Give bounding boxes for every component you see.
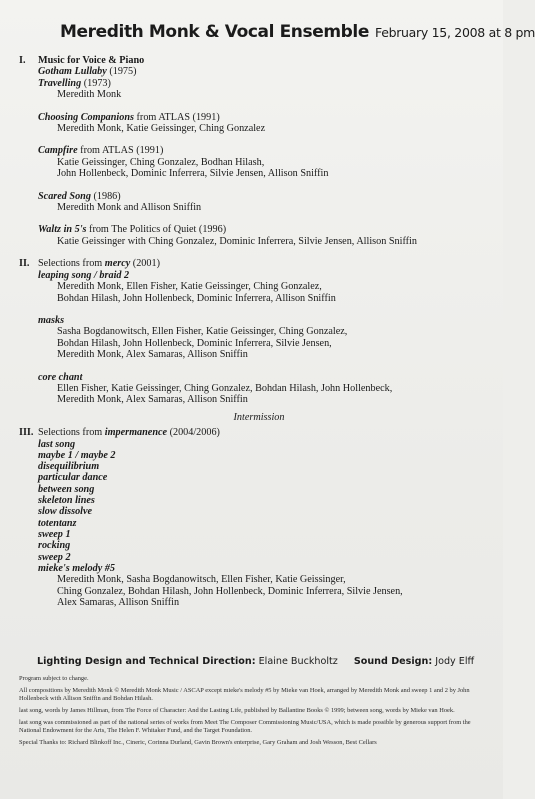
section-mercy: II. Selections from mercy (2001) leaping song / braid 2 Meredith Monk, Ellen Fisher, Katie Geissinger, Ching Gonzalez, Bohdan Hilash, John Hollenbeck, Dominic Inferrera, Allison Sniffin masks Sasha Bogdanowitsch, Ellen Fisher, Katie Geissinger, Ching Gonzalez, Bohdan Hilash, John Hollenbeck, Dominic Inferrera, Silvie Jensen, Meredith Monk, Alex Samaras, Allison Sniffin core chant Ellen Fisher, Katie Geissinger, Ching Gonzalez, Bohdan Hilash, John Hollenbeck, Meredith Monk, Alex Samaras, Allison Sniffin xyxy=(19,258,499,405)
song-title: disequilibrium xyxy=(38,461,100,473)
performers-line: Meredith Monk, Katie Geissinger, Ching Gonzalez xyxy=(57,123,266,135)
section-impermanence: III. Selections from impermanence (2004/2006) last song maybe 1 / maybe 2 disequilibrium particular dance between song skeleton lines slow dissolve totentanz sweep 1 rocking sweep 2 mieke's melody #5 Meredith Monk, Sasha Bogdanowitsch, Ellen Fisher, Katie Geissinger, Ching Gonzalez, Bohdan Hilash, John Hollenbeck, Dominic Inferrera, Silvie Jensen, Alex Samaras, Allison Sniffin xyxy=(19,427,499,608)
performers-line: Ellen Fisher, Katie Geissinger, Ching Gonzalez, Bohdan Hilash, John Hollenbeck, xyxy=(57,382,393,394)
piece-title: Waltz in 5's from The Politics of Quiet (1996) xyxy=(38,224,227,236)
piece-title: Campfire from ATLAS (1991) xyxy=(38,145,164,157)
performers-line: Meredith Monk xyxy=(57,89,122,101)
performers-line: Meredith Monk, Alex Samaras, Allison Sniffin xyxy=(57,349,248,361)
note-commission: last song was commissioned as part of the national series of works from Meet The Composer Commissioning Music/USA, which is made possible by generous support from the National Endowment for the Arts, The Helen F. Whitaker Fund, and the Target Foundation. xyxy=(19,719,471,734)
piece-title: masks xyxy=(38,314,65,326)
sound-name: Jody Elff xyxy=(435,656,475,667)
song-title: between song xyxy=(38,483,95,495)
performers-line: Bohdan Hilash, John Hollenbeck, Dominic Inferrera, Silvie Jensen, xyxy=(57,337,332,349)
song-title: rocking xyxy=(38,540,71,552)
performers-line: Meredith Monk, Alex Samaras, Allison Sniffin xyxy=(57,394,248,406)
piece-title: Scared Song (1986) xyxy=(38,190,121,202)
section-music-for-voice-piano xyxy=(19,55,499,258)
design-credits xyxy=(37,656,497,667)
section-numeral: II. xyxy=(19,258,30,270)
note-subject-to-change: Program subject to change. xyxy=(19,675,89,682)
section-heading: Music for Voice & Piano xyxy=(38,55,145,66)
performers-line: John Hollenbeck, Dominic Inferrera, Silvie Jensen, Allison Sniffin xyxy=(57,168,329,180)
song-title: last song xyxy=(38,438,76,450)
program-listing xyxy=(19,55,499,608)
song-list xyxy=(19,439,499,575)
section-heading: impermanence xyxy=(104,427,168,439)
program-title: Meredith Monk & Vocal Ensemble xyxy=(60,22,369,42)
note-thanks: Special Thanks to: Richard Blinkoff Inc., Cineric, Corinna Durland, Gavin Brown's enterprise, Gary Graham and Josh Wesson, Best Cellars xyxy=(19,739,377,746)
program-notes xyxy=(19,675,489,751)
song-title: particular dance xyxy=(38,472,108,484)
song-title: sweep 2 xyxy=(38,551,71,563)
performers-line: Meredith Monk, Ellen Fisher, Katie Geissinger, Ching Gonzalez, xyxy=(57,281,322,293)
song-title: sweep 1 xyxy=(38,528,71,540)
intermission-label: Intermission xyxy=(233,411,285,423)
lighting-name: Elaine Buckholtz xyxy=(258,656,338,667)
piece-title: Gotham Lullaby (1975) xyxy=(38,66,137,78)
performers-line: Alex Samaras, Allison Sniffin xyxy=(57,596,180,608)
performers-line: Bohdan Hilash, John Hollenbeck, Dominic Inferrera, Allison Sniffin xyxy=(57,292,336,304)
note-compositions: All compositions by Meredith Monk © Meredith Monk Music / ASCAP except mieke's melody #5 by Mieke van Hoek, arranged by Meredith Monk and sweep 1 and 2 by John Hollenbeck with Allison Sniffin and Bohdan Hilash. xyxy=(19,687,470,702)
program-date: February 15, 2008 at 8 pm xyxy=(374,25,535,40)
song-title: totentanz xyxy=(38,517,77,529)
song-title: skeleton lines xyxy=(38,495,95,507)
song-title: mieke's melody #5 xyxy=(38,562,115,574)
performers-line: Katie Geissinger with Ching Gonzalez, Dominic Inferrera, Silvie Jensen, Allison Sniffin xyxy=(57,235,417,247)
piece-title: Travelling (1973) xyxy=(38,77,111,89)
program-header xyxy=(60,22,535,42)
section-numeral: I. xyxy=(19,55,26,66)
note-last-song: last song, words by James Hillman, from The Force of Character: And the Lasting Life, published by Ballantine Books © 1999; between song, words by Mieke van Hoek. xyxy=(19,707,455,714)
section-heading: mercy xyxy=(104,258,131,270)
piece-title: Choosing Companions from ATLAS (1991) xyxy=(38,111,220,123)
performers-line: Ching Gonzalez, Bohdan Hilash, John Hollenbeck, Dominic Inferrera, Silvie Jensen, xyxy=(57,585,403,597)
section-numeral: III. xyxy=(19,427,34,439)
song-title: maybe 1 / maybe 2 xyxy=(38,449,116,461)
lighting-label: Lighting Design and Technical Direction: xyxy=(37,656,256,667)
piece-title: core chant xyxy=(38,371,83,383)
performers-line: Meredith Monk and Allison Sniffin xyxy=(57,202,202,214)
sound-label: Sound Design: xyxy=(353,656,433,667)
performers-line: Sasha Bogdanowitsch, Ellen Fisher, Katie Geissinger, Ching Gonzalez, xyxy=(57,326,348,338)
song-title: slow dissolve xyxy=(38,506,93,518)
performers-line: Meredith Monk, Sasha Bogdanowitsch, Ellen Fisher, Katie Geissinger, xyxy=(57,574,346,586)
piece-title: leaping song / braid 2 xyxy=(38,269,130,281)
performers-line: Katie Geissinger, Ching Gonzalez, Bodhan Hilash, xyxy=(57,156,265,168)
